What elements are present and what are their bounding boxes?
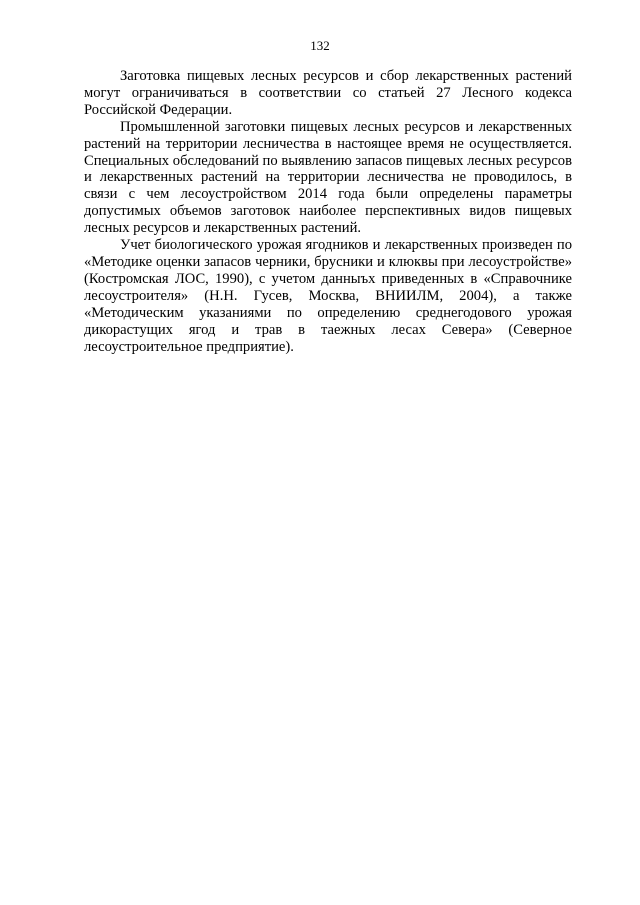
- paragraph: Заготовка пищевых лесных ресурсов и сбор лекарственных растений могут ограничиваться в соответствии со статьей 27 Лесного кодекса Российской Федерации.: [84, 68, 572, 118]
- page-number: 132: [310, 38, 330, 53]
- document-body: [84, 68, 572, 355]
- paragraph: Промышленной заготовки пищевых лесных ресурсов и лекарственных растений на территории лесничества в настоящее время не осуществляется. Специальных обследований по выявлению запасов пищевых лесных ресурсов и лекарственных растений на территории лесничества не проводилось, в связи с чем лесоустройством 2014 года были определены параметры допустимых объемов заготовок наиболее перспективных видов пищевых лесных ресурсов и лекарственных растений.: [84, 118, 572, 237]
- paragraph: Учет биологического урожая ягодников и лекарственных произведен по «Методике оценки запасов черники, брусники и клюквы при лесоустройстве» (Костромская ЛОС, 1990), с учетом данныъх приведенных в «Справочнике лесоустроителя» (Н.Н. Гусев, Москва, ВНИИЛМ, 2004), а также «Методическим указаниями по определению среднегодового урожая дикорастущих ягод и трав в таежных лесах Севера» (Северное лесоустроительное предприятие).: [84, 237, 572, 355]
